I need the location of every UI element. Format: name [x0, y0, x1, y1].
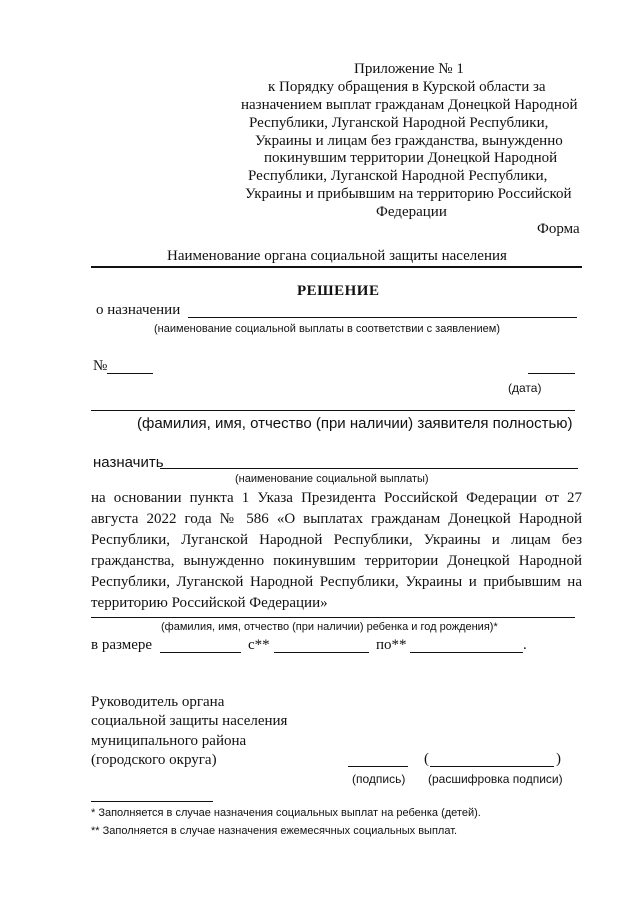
close-paren: ) [556, 751, 561, 767]
assign-field-line[interactable] [160, 468, 578, 469]
signature-line: (городского округа) [91, 752, 217, 768]
about-field-line[interactable] [188, 317, 577, 318]
child-field-line[interactable] [91, 617, 575, 618]
applicant-hint: (фамилия, имя, отчество (при наличии) заявителя полностью) [137, 415, 573, 432]
assign-hint: (наименование социальной выплаты) [235, 473, 429, 485]
appendix-line: Федерации [376, 204, 447, 220]
date-hint: (дата) [508, 381, 542, 395]
from-date-field-line[interactable] [274, 652, 369, 653]
from-label: с** [248, 637, 270, 653]
sign-hint: (подпись) [352, 772, 406, 786]
footnote-2: ** Заполняется в случае назначения ежемесячных социальных выплат. [91, 825, 458, 837]
sign-field-line[interactable] [348, 766, 408, 767]
appendix-line: Республики, Луганской Народной Республики, [248, 168, 548, 184]
basis-text: на основании пункта 1 Указа Президента Российской Федерации от 27 августа 2022 года № 586 «О выплатах гражданам Донецкой Народной Республики, Луганской Народной Республики, Украины и лицам без гражданства, вынужденно покинувшим территории Донецкой Народной Республики, Луганской Народной Республики, Украины и прибывшим на территорию Российской Федерации» [91, 490, 582, 611]
amount-field-line[interactable] [160, 652, 241, 653]
organ-name-rule [91, 266, 582, 268]
to-date-field-line[interactable] [410, 652, 523, 653]
form-label: Форма [537, 221, 580, 237]
appendix-line: Республики, Луганской Народной Республики, [249, 115, 549, 131]
to-label: по** [376, 637, 407, 653]
appendix-line: покинувшим территории Донецкой Народной [264, 150, 558, 166]
appendix-line: Украины и лицам без гражданства, вынужденно [255, 133, 563, 149]
decision-title: РЕШЕНИЕ [297, 283, 380, 299]
about-hint: (наименование социальной выплаты в соответствии с заявлением) [154, 323, 500, 335]
footnote-1: * Заполняется в случае назначения социальных выплат на ребенка (детей). [91, 807, 481, 819]
appendix-title: Приложение № 1 [354, 61, 464, 77]
open-paren: ( [424, 751, 429, 767]
decode-hint: (расшифровка подписи) [428, 772, 563, 786]
applicant-field-line[interactable] [91, 410, 575, 411]
appendix-line: Украины и прибывшим на территорию Российской [245, 186, 572, 202]
signature-line: Руководитель органа [91, 694, 225, 710]
footnote-rule [91, 801, 213, 802]
organ-name: Наименование органа социальной защиты населения [167, 248, 507, 264]
appendix-line: к Порядку обращения в Курской области за [268, 79, 546, 95]
amount-label: в размере [91, 637, 153, 653]
number-field-line[interactable] [107, 373, 153, 374]
signature-line: социальной защиты населения [91, 713, 288, 729]
signature-line: муниципального района [91, 733, 247, 749]
appendix-line: назначением выплат гражданам Донецкой Народной [241, 97, 578, 113]
date-field-line[interactable] [528, 373, 575, 374]
assign-label: назначить [93, 454, 164, 471]
number-label: № [93, 358, 108, 374]
decode-field-line[interactable] [430, 766, 554, 767]
about-label: о назначении [96, 302, 181, 318]
end-dot: . [523, 637, 527, 653]
child-hint: (фамилия, имя, отчество (при наличии) ребенка и год рождения)* [161, 621, 498, 633]
